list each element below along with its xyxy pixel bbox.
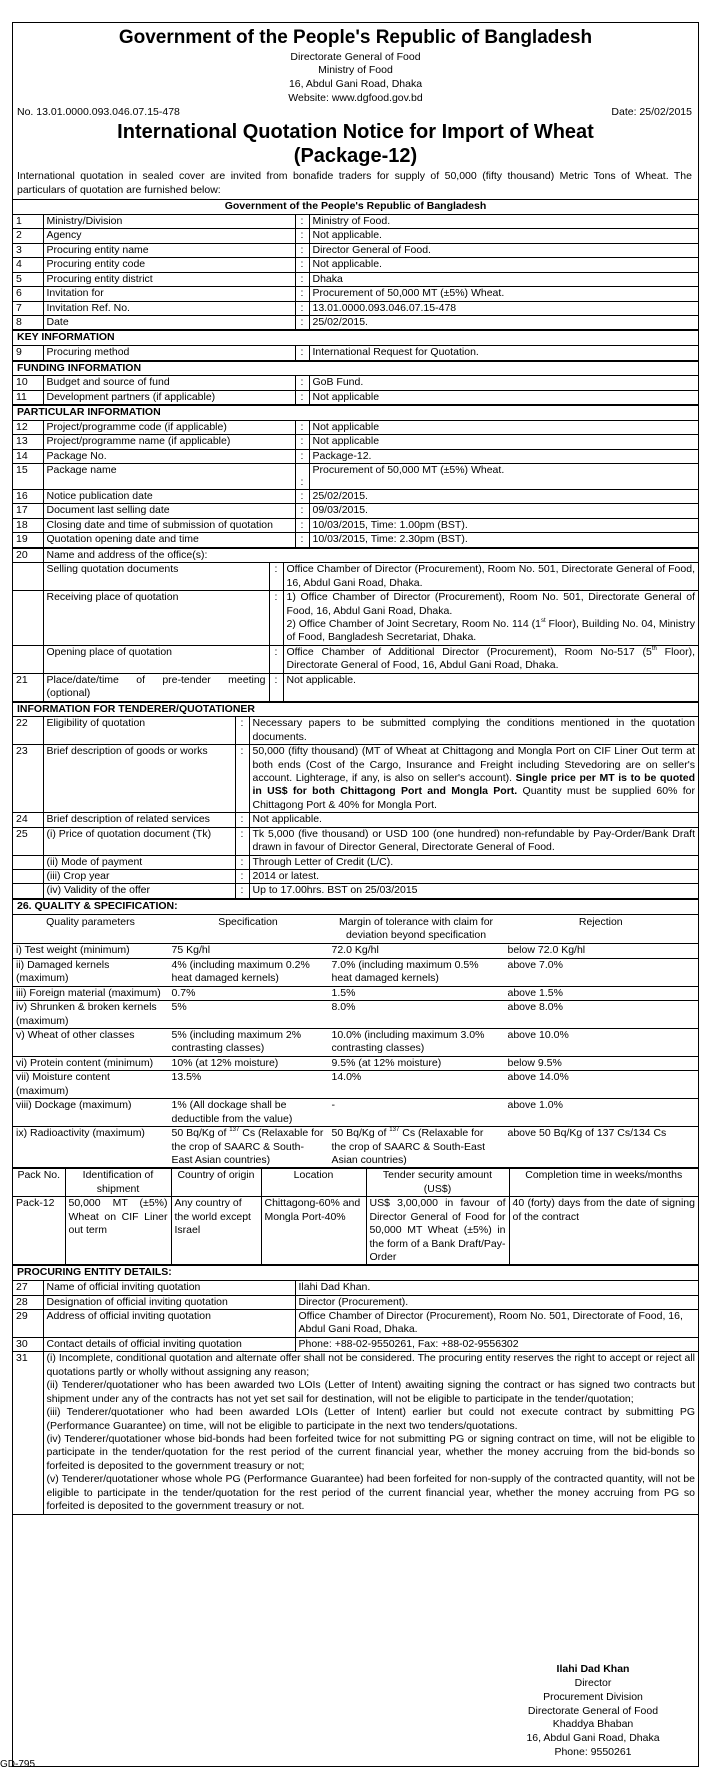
table-row: 5 Procuring entity district : Dhaka: [13, 272, 698, 286]
quality-row: ii) Damaged kernels (maximum) 4% (including maximum 0.2% heat damaged kernels) 7.0% (including maximum 0.5% heat damaged kernels) above 7.0%: [13, 958, 698, 986]
table-row: 8 Date : 25/02/2015.: [13, 316, 698, 330]
dept-name: Directorate General of Food: [290, 50, 421, 63]
table-row: 13 Project/programme name (if applicable) : Not applicable: [13, 435, 698, 449]
quality-row: iii) Foreign material (maximum) 0.7% 1.5% above 1.5%: [13, 986, 698, 1000]
table-row: (ii) Mode of payment : Through Letter of Credit (L/C).: [13, 855, 698, 869]
section-funding-information: FUNDING INFORMATION: [13, 361, 698, 376]
table-row: 20 Name and address of the office(s):: [13, 548, 698, 562]
table-row: (iv) Validity of the offer : Up to 17.00hrs. BST on 25/03/2015: [13, 884, 698, 898]
quality-row: ix) Radioactivity (maximum) 50 Bq/Kg of $^{137}$ Cs (Relaxable for the crop of SAARC & South-East Asian countries) 50 Bq/Kg of $^{137}$ Cs (Relaxable for the crop of SAARC & South-East Asian countries) above 50 Bq/Kg of 137 Cs/134 Cs: [13, 1127, 698, 1168]
table-row: 10 Budget and source of fund : GoB Fund.: [13, 376, 698, 390]
condition-item: (i) Incomplete, conditional quotation and alternate offer shall not be considered. The procuring entity reserves the right to accept or reject all quotations partly or wholly without assigning any reason;: [46, 1352, 695, 1378]
table-row: 29 Address of official inviting quotation Office Chamber of Director (Procurement), Room No. 501, Directorate of Food, 16, Abdul Gani Road, Dhaka.: [13, 1310, 698, 1338]
address: 16, Abdul Gani Road, Dhaka: [288, 78, 423, 91]
table-row: 11 Development partners (if applicable) : Not applicable: [13, 390, 698, 404]
table-row: 6 Invitation for : Procurement of 50,000 MT (±5%) Wheat.: [13, 287, 698, 301]
notice-title: International Quotation Notice for Import of Wheat: [117, 121, 594, 144]
table-row: 7 Invitation Ref. No. : 13.01.0000.093.046.07.15-478: [13, 301, 698, 315]
table-row: Receiving place of quotation : 1) Office Chamber of Director (Procurement), Room No. 501, Directorate General of Food, 16, Abdul Gani Road, Dhaka. 2) Office Chamber of Joint Secretary, Room No. 114 (1st Floor), Building No. 04, Ministry of Food, Bangladesh Secretariat, Dhaka.: [13, 591, 698, 646]
table-row: 12 Project/programme code (if applicable) : Not applicable: [13, 420, 698, 434]
table-row: 18 Closing date and time of submission of quotation : 10/03/2015, Time: 1.00pm (BST).: [13, 518, 698, 532]
table-row: 17 Document last selling date : 09/03/2015.: [13, 504, 698, 518]
signatory-title: Director: [574, 1676, 612, 1689]
notice-date: Date: 25/02/2015: [611, 106, 692, 119]
offices-table: [13, 548, 698, 702]
table-row: 25 (i) Price of quotation document (Tk) : Tk 5,000 (five thousand) or USD 100 (one hundred) non-refundable by Pay-Order/Bank Draft drawn in favour of Director General, Directorate General of Food.: [13, 827, 698, 855]
condition-item: (iii) Tenderer/quotationer who had been awarded LOIs (Letter of Intent) earlier but could not execute contract by submitting PG (Performance Guarantee) on time, will not be eligible to participate in the next two tenders/quotations.: [46, 1406, 695, 1432]
signatory-name: Ilahi Dad Khan: [556, 1662, 630, 1675]
signatory-building: Khaddya Bhaban: [552, 1718, 634, 1731]
package-table: [13, 1168, 698, 1265]
signature-block: [508, 1663, 678, 1760]
quality-row: vi) Protein content (minimum) 10% (at 12% moisture) 9.5% (at 12% moisture) below 9.5%: [13, 1056, 698, 1070]
table-row: 19 Quotation opening date and time : 10/03/2015, Time: 2.30pm (BST).: [13, 533, 698, 547]
section-procuring-entity: PROCURING ENTITY DETAILS:: [13, 1265, 698, 1280]
section-tenderer-information: INFORMATION FOR TENDERER/QUOTATIONER: [13, 702, 698, 717]
table-row: 28 Designation of official inviting quotation Director (Procurement).: [13, 1295, 698, 1309]
quality-row: v) Wheat of other classes 5% (including maximum 2% contrasting classes) 10.0% (including maximum 3.0% contrasting classes) above 10.0%: [13, 1029, 698, 1057]
table-row: 2 Agency : Not applicable.: [13, 229, 698, 243]
details-table-c: [13, 375, 698, 405]
quality-header-row: Quality parameters Specification Margin of tolerance with claim for deviation beyond specification Rejection: [13, 914, 698, 944]
table-row: 15 Package name : Procurement of 50,000 MT (±5%) Wheat.: [13, 464, 698, 490]
table-row: 14 Package No. : Package-12.: [13, 449, 698, 463]
entity-table: [13, 1280, 698, 1514]
table-row: 4 Procuring entity code : Not applicable.: [13, 258, 698, 272]
table-row: 30 Contact details of official inviting quotation Phone: +88-02-9550261, Fax: +88-02-9556302: [13, 1337, 698, 1351]
quality-row: i) Test weight (minimum) 75 Kg/hl 72.0 Kg/hl below 72.0 Kg/hl: [13, 944, 698, 958]
table-row: 9 Procuring method : International Request for Quotation.: [13, 346, 698, 360]
notice-frame: [12, 22, 699, 1767]
table-row: Opening place of quotation : Office Chamber of Additional Director (Procurement), Room No-517 (5th Floor), Directorate General of Food, 16, Abdul Gani Road, Dhaka.: [13, 645, 698, 673]
signatory-dept: Directorate General of Food: [527, 1704, 659, 1717]
package-header-row: Pack No. Identification of shipment Country of origin Location Tender security amount (US$) Completion time in weeks/months: [13, 1169, 698, 1197]
table-row: 31 (i) Incomplete, conditional quotation and alternate offer shall not be considered. The procuring entity reserves the right to accept or reject all quotations partly or wholly without assigning any reason; (ii) Tenderer/quotationer who has been awarded two LOIs (Letter of Intent) awaiting signing the contract or has signed two contracts but shipment under any of the contracts has not yet set sail for destination, will not be eligible to participate in the tender/quotation; (iii) Tenderer/quotationer who had been awarded LOIs (Letter of Intent) earlier but could not execute contract by submitting PG (Performance Guarantee) on time, will not be eligible to participate in the next two tenders/quotations. (iv) Tenderer/quotationer whose bid-bonds had been forfeited twice for not submitting PG or signing contract on time, will not be eligible to participate in the tender/quotation for the rest period of the current financial year, whether the money accruing from the bid-bonds so forfeited is deposited to the government treasury or not; (v) Tenderer/quotationer whose whole PG (Performance Guarantee) had been forfeited for non-supply of the contracted quantity, will not be eligible to participate in the tender/quotation for the rest period of the current financial year, whether the money accruing from PG so forfeited is deposited to the government treasury or not.: [13, 1352, 698, 1514]
table-row: 21 Place/date/time of pre-tender meeting (optional) : Not applicable.: [13, 673, 698, 701]
table-row: 22 Eligibility of quotation : Necessary papers to be submitted complying the conditions mentioned in the quotation documents.: [13, 717, 698, 745]
footer-code: GD-795: [0, 1759, 36, 1770]
signatory-address: 16, Abdul Gani Road, Dhaka: [526, 1732, 660, 1745]
gov-title: Government of the People's Republic of Bangladesh: [118, 27, 593, 48]
quality-row: vii) Moisture content (maximum) 13.5% 14.0% above 14.0%: [13, 1071, 698, 1099]
table-row: (iii) Crop year : 2014 or latest.: [13, 870, 698, 884]
table-title: Government of the People's Republic of Bangladesh: [13, 199, 698, 215]
signatory-division: Procurement Division: [543, 1690, 643, 1703]
details-table-d: [13, 420, 698, 548]
ref-no: No. 13.01.0000.093.046.07.15-478: [17, 106, 180, 119]
ministry-name: Ministry of Food: [318, 64, 393, 77]
table-row: 24 Brief description of related services : Not applicable.: [13, 813, 698, 827]
quality-row: iv) Shrunken & broken kernels (maximum) 5% 8.0% above 8.0%: [13, 1001, 698, 1029]
section-key-information: KEY INFORMATION: [13, 330, 698, 345]
section-particular-information: PARTICULAR INFORMATION: [13, 405, 698, 420]
quality-row: viii) Dockage (maximum) 1% (All dockage shall be deductible from the value) - above 1.0%: [13, 1099, 698, 1127]
ref-row: [13, 106, 698, 120]
quality-table: [13, 914, 698, 1169]
table-row: 23 Brief description of goods or works : 50,000 (fifty thousand) (MT of Wheat at Chittagong and Mongla Port on CIF Liner Out term at both ends (Cost of the Cargo, Insurance and Freight including Stevedoring are on seller's account. Lighterage, if any, is also on seller's account). Single price per MT is to be quoted in US$ for both Chittagong Port and Mongla Port. Quantity must be supplied 60% for Chittagong Port & 40% for Mongla Port.: [13, 745, 698, 813]
package-title: (Package-12): [293, 145, 418, 168]
table-row: 16 Notice publication date : 25/02/2015.: [13, 490, 698, 504]
website: Website: www.dgfood.gov.bd: [288, 91, 423, 104]
letterhead: [13, 27, 698, 105]
tenderer-table: [13, 716, 698, 899]
details-table-a: [13, 215, 698, 331]
condition-item: (iv) Tenderer/quotationer whose bid-bonds had been forfeited twice for not submitting PG or signing contract on time, will not be eligible to participate in the tender/quotation for the rest period of the current financial year, whether the money accruing from the bid-bonds so forfeited is deposited to the government treasury or not;: [46, 1432, 695, 1472]
signatory-phone: Phone: 9550261: [554, 1746, 632, 1759]
package-row: Pack-12 50,000 MT (±5%) Wheat on CIF Liner out term Any country of the world except Israel Chittagong-60% and Mongla Port-40% US$ 3,00,000 in favour of Director General of Food for 50,000 MT Wheat (±5%) in the form of a Bank Draft/Pay-Order 40 (forty) days from the date of signing of the contract: [13, 1197, 698, 1265]
condition-item: (v) Tenderer/quotationer whose whole PG (Performance Guarantee) had been forfeited for non-supply of the contracted quantity, will not be eligible to participate in the tender/quotation for the rest period of the current financial year, whether the money accruing from PG so forfeited is deposited to the government treasury or not.: [46, 1473, 695, 1513]
details-table-b: [13, 345, 698, 360]
condition-item: (ii) Tenderer/quotationer who has been awarded two LOIs (Letter of Intent) awaiting signing the contract or has signed two contracts but shipment under any of the contracts has not yet set sail for destination, will not be eligible to participate in the tender/quotation;: [46, 1379, 695, 1405]
table-row: Selling quotation documents : Office Chamber of Director (Procurement), Room No. 501, Directorate General of Food, 16, Abdul Gani Road, Dhaka.: [13, 563, 698, 591]
section-quality: 26. QUALITY & SPECIFICATION:: [13, 899, 698, 914]
intro-text: International quotation in sealed cover are invited from bonafide traders for supply of 50,000 (fifty thousand) Metric Tons of Wheat. The particulars of quotation are furnished below:: [17, 170, 692, 196]
table-row: 27 Name of official inviting quotation Ilahi Dad Khan.: [13, 1281, 698, 1295]
table-row: 3 Procuring entity name : Director General of Food.: [13, 243, 698, 257]
table-row: 1 Ministry/Division : Ministry of Food.: [13, 215, 698, 229]
